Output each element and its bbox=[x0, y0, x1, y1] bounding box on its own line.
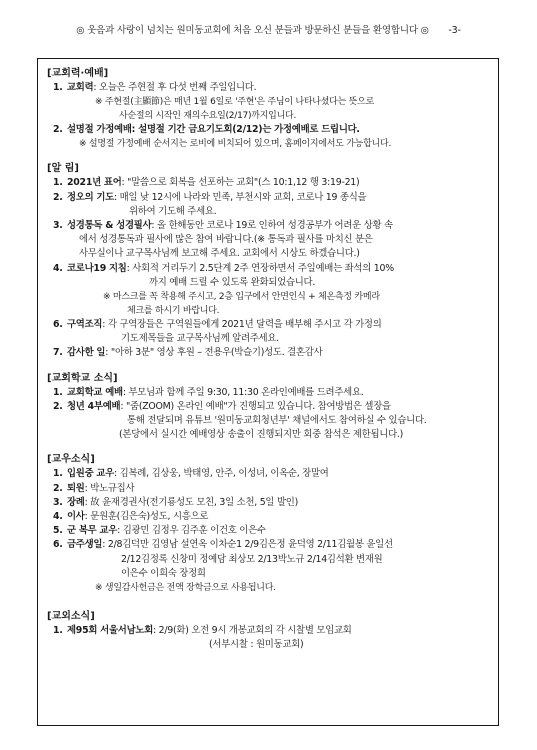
item-number: 3. bbox=[53, 496, 63, 508]
item-text: : "아하 3분" 영상 후원 – 전용우(박슬기)성도. 결혼감사 bbox=[105, 347, 323, 359]
item-text-cont: 까지 예배 드릴 수 있도록 완화되었습니다. bbox=[149, 276, 316, 288]
item-text: : 문원훈(김은숙)성도, 시흥으로 bbox=[84, 511, 209, 523]
item-label: 구역조직 bbox=[67, 319, 103, 331]
news-item-3 bbox=[47, 219, 491, 262]
members-item-2 bbox=[47, 482, 491, 496]
news-item-1 bbox=[47, 176, 491, 190]
item-text: : 설명절 기간 금요기도회(2/12)는 가정예배로 드립니다. bbox=[131, 124, 360, 136]
item-text: : 부모님과 함께 주일 9:30, 11:30 온라인예배를 드려주세요. bbox=[122, 386, 364, 398]
item-number: 4. bbox=[53, 262, 63, 274]
external-item-1 bbox=[47, 624, 491, 652]
item-label: 입원중 교우 bbox=[67, 468, 115, 480]
news-item-7 bbox=[47, 346, 491, 360]
header-text: ◎ 웃음과 사랑이 넘치는 원미동교회에 처음 오신 분들과 방문하신 분들을 환영합니다 ◎ bbox=[76, 25, 429, 36]
item-number: 2. bbox=[53, 400, 63, 412]
item-number: 4. bbox=[53, 511, 63, 523]
item-text: : "말씀으로 회복을 선포하는 교회"(스 10:1,12 행 3:19-21) bbox=[121, 177, 360, 189]
news-item-6 bbox=[47, 318, 491, 346]
school-item-1 bbox=[47, 386, 491, 400]
item-number: 6. bbox=[53, 319, 63, 331]
item-text-cont: (본당에서 실시간 예배영상 송출이 진행되지만 회중 참석은 제한됩니다.) bbox=[119, 429, 404, 441]
item-label: 장례 bbox=[67, 496, 85, 508]
item-label: 교회력 bbox=[67, 82, 94, 93]
members-item-4 bbox=[47, 510, 491, 524]
section-title-external: [교외소식] bbox=[47, 611, 95, 623]
item-number: 1. bbox=[53, 468, 63, 480]
item-text-cont: 사무실이나 교구목사님께 보고해 주세요. 교회에서 시상도 하겠습니다.) bbox=[79, 248, 360, 260]
news-item-4 bbox=[47, 262, 491, 290]
calendar-note-1 bbox=[47, 95, 491, 123]
item-text-cont: 기도제목들을 교구목사님께 알려주세요. bbox=[121, 333, 279, 345]
item-label: 군 복무 교우 bbox=[67, 525, 118, 537]
item-label: 퇴원 bbox=[67, 482, 85, 494]
item-label: 금주생일 bbox=[67, 539, 103, 551]
calendar-item-2 bbox=[47, 123, 491, 137]
members-item-5 bbox=[47, 524, 491, 538]
section-title-calendar: [교회력·예배] bbox=[47, 68, 109, 79]
news-note-4 bbox=[47, 290, 491, 318]
item-text: : 김복례, 김상웅, 박태영, 안주, 이성녀, 이옥순, 장말여 bbox=[114, 468, 329, 480]
item-number: 1. bbox=[53, 82, 63, 93]
item-text: : 박노규집사 bbox=[84, 482, 135, 494]
item-text: : "줌(ZOOM) 온라인 예배"가 진행되고 있습니다. 참여방법은 셀장을 bbox=[120, 400, 391, 412]
note-line: ※ 주현절(主顯節)은 매년 1월 6일로 '주현'은 주님이 나타나셨다는 뜻으로 bbox=[95, 97, 375, 108]
item-text: : 사회적 거리두기 2.5단계 2주 연장하면서 주일예배는 좌석의 10% bbox=[126, 262, 394, 274]
members-item-1 bbox=[47, 467, 491, 481]
item-text: : 2/8김덕만 김영남 설연옥 이차순1 2/9김은정 윤덕영 2/11김월봉 윤일선 bbox=[102, 539, 393, 551]
item-text-cont: 통해 전달되며 유튜브 '원미동교회청년부' 채널에서도 참여하실 수 있습니다. bbox=[127, 415, 427, 427]
item-label: 이사 bbox=[67, 511, 85, 523]
item-number: 1. bbox=[53, 177, 63, 189]
birthday-note: ※ 생일감사헌금은 전액 장학금으로 사용됩니다. bbox=[95, 583, 276, 594]
item-label: 청년 4부예배 bbox=[67, 400, 121, 412]
item-text-cont: 위하여 기도해 주세요. bbox=[129, 205, 217, 217]
item-text-cont: (서부시찰 : 원미동교회) bbox=[209, 639, 304, 651]
note-line: ※ 마스크를 꼭 착용해 주시고, 2층 입구에서 안면인식 + 체온측정 카메라 bbox=[103, 292, 380, 303]
news-item-2 bbox=[47, 191, 491, 219]
item-text: : 김광민 김정우 김주훈 이건호 이은수 bbox=[117, 525, 266, 537]
item-number: 2. bbox=[53, 191, 63, 203]
section-title-members: [교우소식] bbox=[47, 454, 95, 466]
school-item-2 bbox=[47, 400, 491, 443]
item-label: 정오의 기도 bbox=[67, 191, 115, 203]
item-number: 5. bbox=[53, 525, 63, 537]
item-number: 7. bbox=[53, 347, 63, 359]
item-text: : 故 윤재경권사(전기룡성도 모친, 3일 소천, 5일 발인) bbox=[84, 496, 298, 508]
section-title-news: [알 림] bbox=[47, 163, 79, 175]
note-line: 체크를 하시기 바랍니다. bbox=[127, 306, 220, 317]
calendar-item-1 bbox=[47, 81, 491, 95]
item-text: : 올 한해동안 코로나 19로 인하여 성경공부가 어려운 상황 속 bbox=[151, 220, 393, 232]
item-label: 제95회 서울서남노회 bbox=[67, 625, 154, 637]
item-number: 1. bbox=[53, 386, 63, 398]
section-title-school: [교회학교 소식] bbox=[47, 372, 118, 384]
members-item-6 bbox=[47, 538, 491, 581]
item-number: 3. bbox=[53, 220, 63, 232]
item-label: 교회학교 예배 bbox=[67, 386, 123, 398]
page-number: -3- bbox=[448, 25, 461, 36]
item-number: 1. bbox=[53, 625, 63, 637]
calendar-note-2: ※ 설명절 가정예배 순서지는 로비에 비치되어 있으며, 홈페이지에서도 가능합니다. bbox=[79, 139, 392, 150]
item-label: 코로나19 지침 bbox=[67, 262, 127, 274]
item-label: 성경통독 & 성경필사 bbox=[67, 220, 152, 232]
item-number: 2. bbox=[53, 124, 63, 136]
item-text-cont: 이은수 이희숙 장정희 bbox=[121, 567, 206, 579]
page-header bbox=[0, 22, 537, 38]
members-item-3 bbox=[47, 496, 491, 510]
item-text-cont: 2/12김정록 신창미 정예담 최상모 2/13박노규 2/14김석환 변재원 bbox=[121, 553, 383, 565]
item-text: : 2/9(화) 오전 9시 개봉교회의 각 시찰별 모임교회 bbox=[153, 625, 352, 637]
item-label: 설명절 가정예배 bbox=[67, 124, 132, 136]
item-number: 6. bbox=[53, 539, 63, 551]
announcement-content bbox=[47, 66, 491, 652]
item-text: : 오늘은 주현절 후 다섯 번째 주일입니다. bbox=[93, 82, 257, 93]
item-text: : 각 구역장들은 구역원들에게 2021년 달력을 배부해 주시고 각 가정의 bbox=[102, 319, 382, 331]
item-label: 2021년 표어 bbox=[67, 177, 122, 189]
item-text-cont: 에서 성경통독과 필사에 많은 참여 바랍니다.(※ 통독과 필사를 마치신 분은 bbox=[79, 234, 373, 246]
item-label: 감사한 일 bbox=[67, 347, 106, 359]
item-number: 2. bbox=[53, 482, 63, 494]
note-line: 사순절의 시작인 재의수요일(2/17)까지입니다. bbox=[119, 111, 297, 122]
item-text: : 매일 낮 12시에 나라와 민족, 부천시와 교회, 코로나 19 종식을 bbox=[114, 191, 367, 203]
